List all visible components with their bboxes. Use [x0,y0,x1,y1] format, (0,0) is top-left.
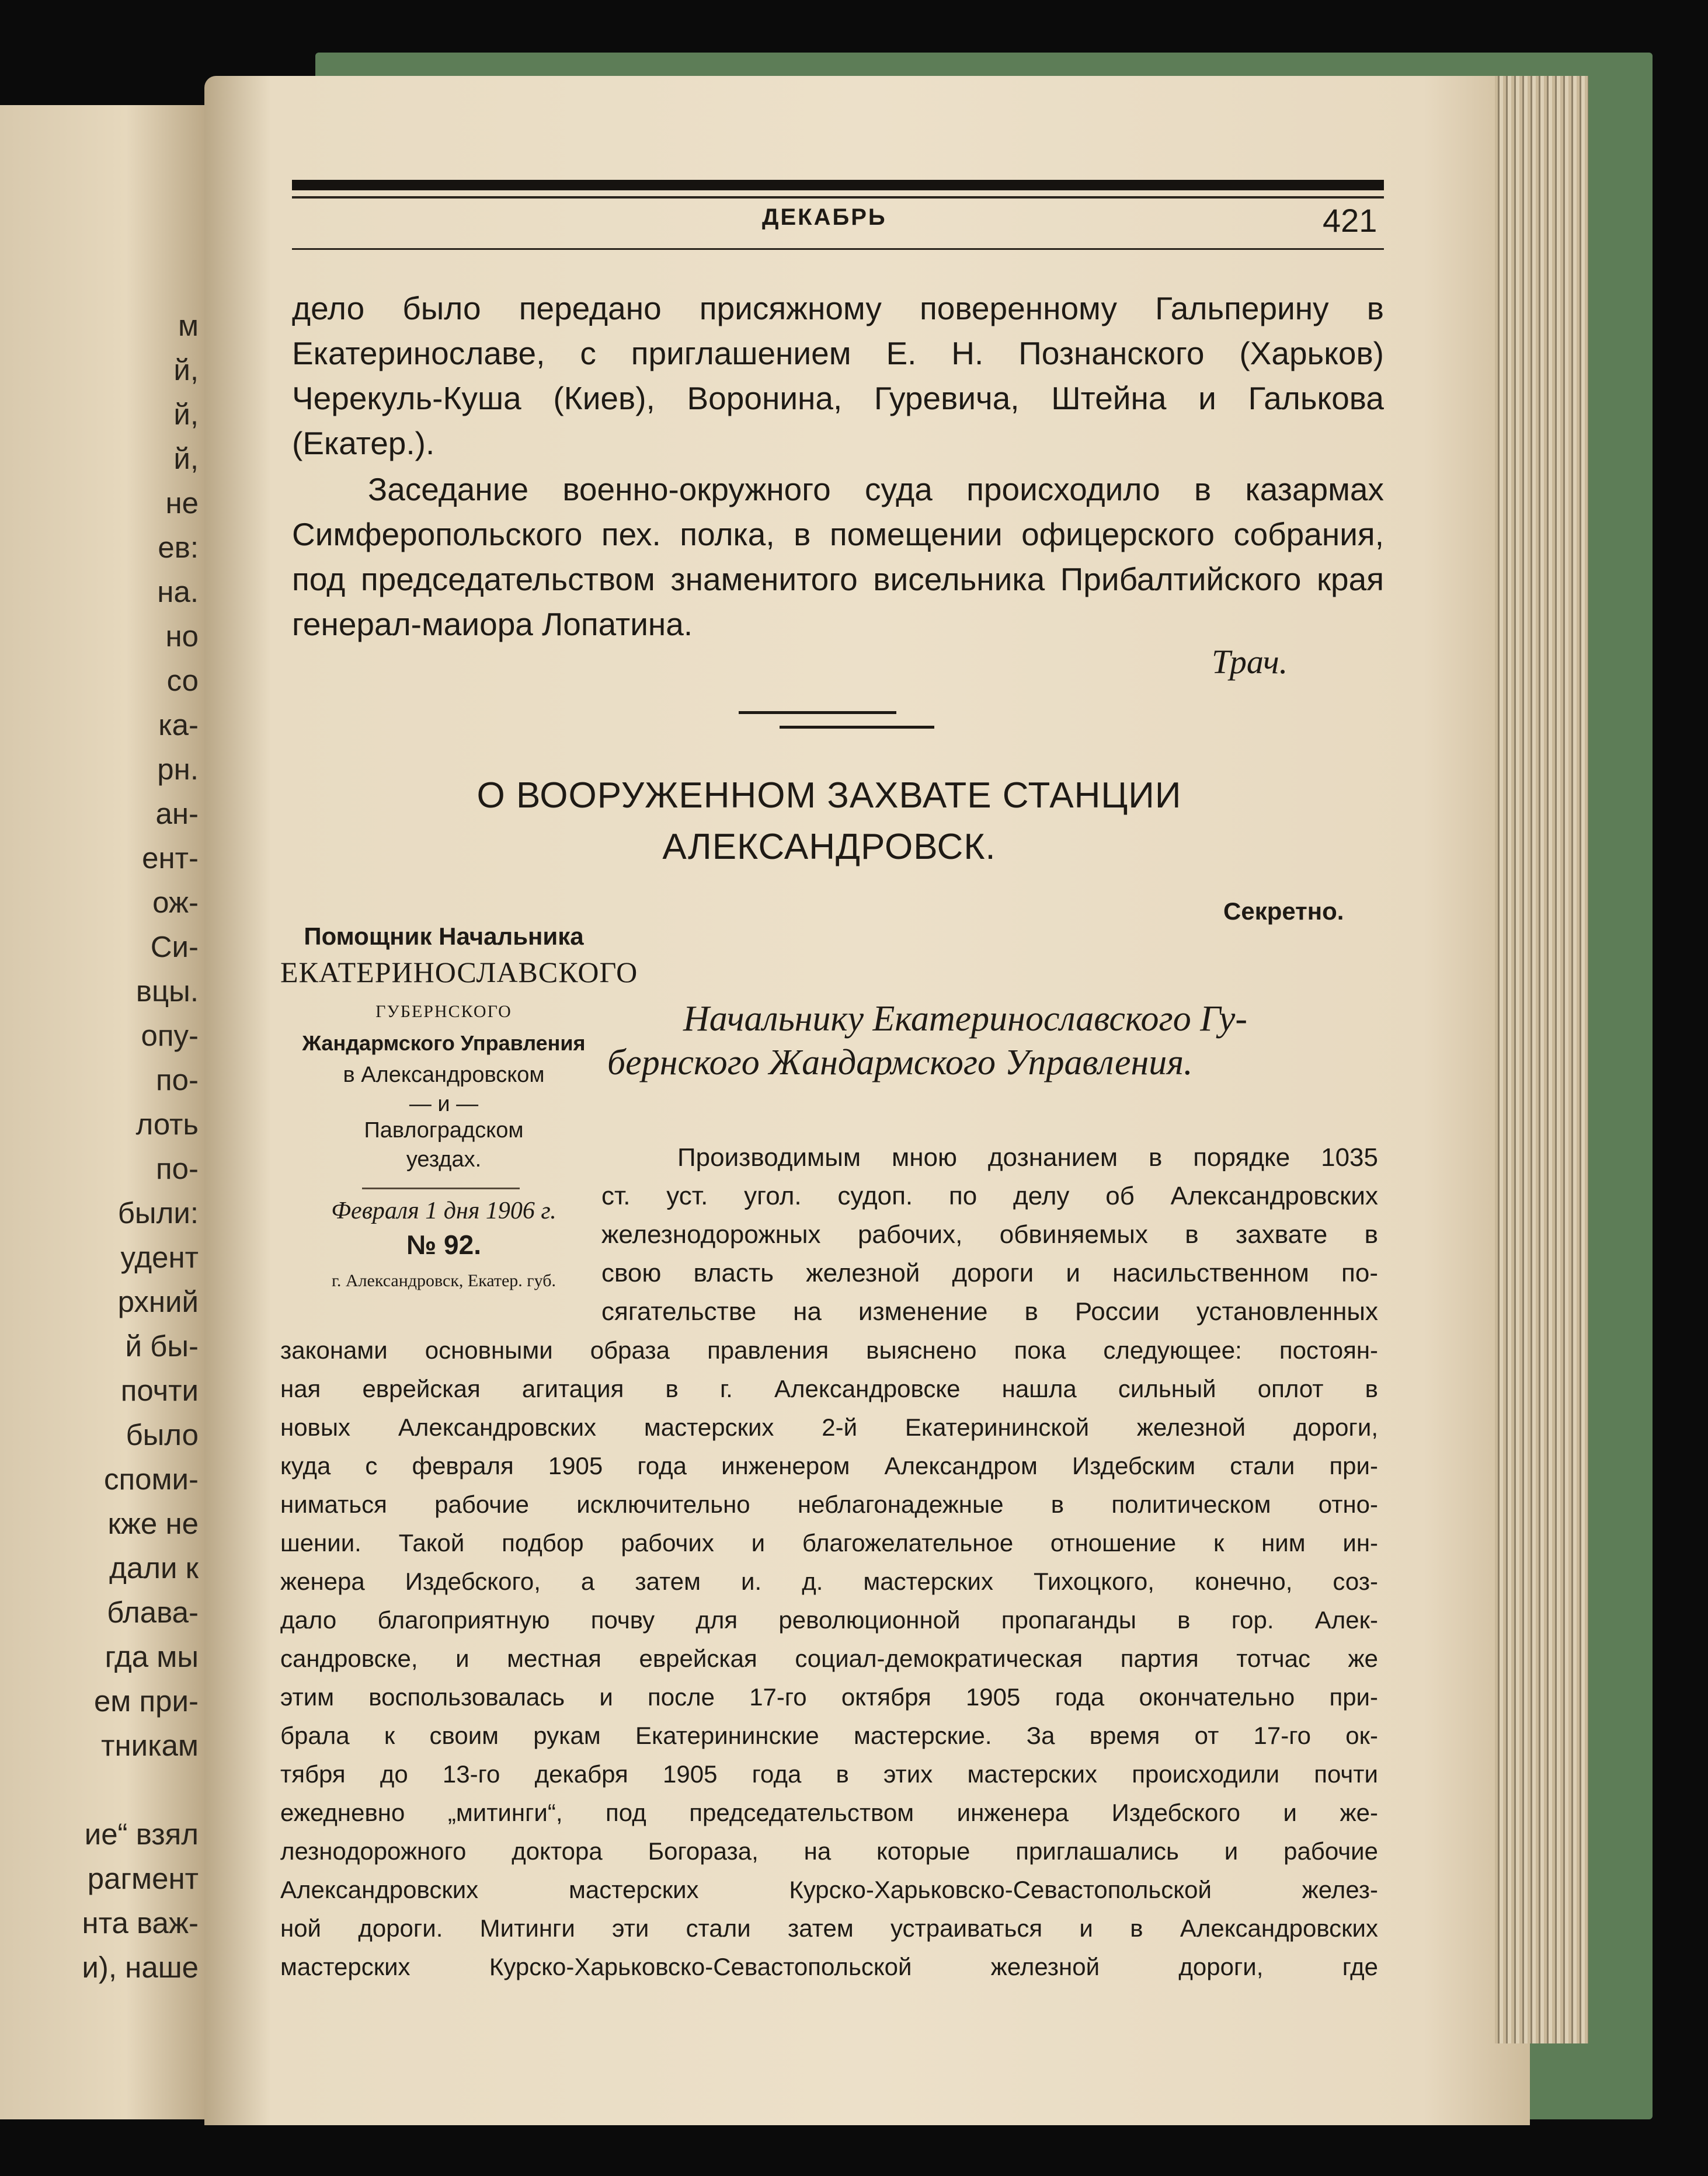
left-page-line: почти [120,1374,199,1407]
header-rule-thin [292,196,1384,199]
header-rule-thick [292,180,1384,190]
body-line: Производимым мною дознанием в порядке 1035 [677,1143,1378,1172]
left-page-line: рагмент [87,1862,199,1895]
sender-line-6: — и — [409,1092,479,1116]
body-line: железнодорожных рабочих, обвиняемых в захвате в [601,1220,1378,1249]
left-page-line: удент [120,1241,199,1274]
body-line: ежедневно „митинги“, под председательством инженера Издебского и же- [280,1799,1378,1826]
left-page-line: на. [157,575,199,608]
left-page-line: Си- [150,930,199,963]
header-rule-under [292,248,1384,250]
left-page-line: кже не [107,1507,199,1540]
left-page-line: тникам [101,1729,199,1762]
left-page-line: ож- [152,886,199,919]
left-page-line: опу- [141,1019,199,1052]
left-page-line: было [126,1418,199,1451]
left-page-line: ка- [158,708,199,741]
sender-line-2: ЕКАТЕРИНОСЛАВСКОГО [280,956,638,988]
secret-mark: Секретно. [1223,897,1344,925]
left-page-line: гда мы [105,1640,199,1673]
body-line: сягательстве на изменение в России установленных [601,1297,1378,1326]
body-line: ная еврейская агитация в г. Александровске нашла сильный оплот в [280,1375,1378,1402]
sender-line-7: Павлоградском [364,1118,524,1143]
body-line: ниматься рабочие исключительно неблагонадежные в политическом отно- [280,1491,1378,1518]
left-page-line: дали к [109,1551,199,1585]
left-page-line: нта важ- [82,1906,199,1940]
left-page-line: со [166,664,199,697]
body-line: дало благоприятную почву для революционной пропаганды в гор. Алек- [280,1606,1378,1634]
left-page-line: рхний [117,1285,199,1318]
left-page-line: блава- [107,1596,199,1629]
left-page-line: й, [173,398,199,431]
signature: Трач. [1212,643,1288,681]
body-line: шении. Такой подбор рабочих и благожелательное отношение к ним ин- [280,1529,1378,1557]
body-line: мастерских Курско-Харьковско-Севастопольской железной дороги, где [280,1953,1378,1980]
left-page-line: м [178,309,199,342]
body-line: женера Издебского, а затем и. д. мастерских Тихоцкого, конечно, соз- [280,1568,1378,1595]
left-page-line: ент- [142,841,199,875]
article-title-line2: АЛЕКСАНДРОВСК. [662,827,996,867]
left-page-line: и), наше [82,1951,199,1984]
left-page-line: ев: [158,531,199,564]
left-page-line: ан- [155,797,199,830]
left-page-line: споми- [103,1463,199,1496]
left-page-line: й бы- [125,1329,199,1363]
left-page-line: ем при- [93,1684,199,1718]
body-line: брала к своим рукам Екатерининские мастерские. За время от 17-го ок- [280,1722,1378,1749]
body-line: ст. уст. угол. судоп. по делу об Александровских [601,1182,1378,1210]
page-number: 421 [1323,202,1377,239]
prev-paragraph-1: дело было передано присяжному поверенному Гальперину в Екатеринославе, с приглашением Е. Н. Познанского (Харьков) Черекуль-Куша (Киев), Воронина, Гуревича, Штейна и Галькова (Екатер.). [292,290,1384,461]
body-line: сандровске, и местная еврейская социал-демократическая партия тотчас же [280,1645,1378,1672]
sender-rule [362,1188,520,1189]
page-edges [1495,76,1588,2043]
sender-number: № 92. [406,1230,481,1260]
running-title: ДЕКАБРЬ [762,204,887,230]
sender-line-1: Помощник Начальника [304,922,584,950]
section-separator [739,711,896,714]
left-page-line: й, [173,353,199,387]
left-page-line: вцы. [135,974,199,1008]
addressee-line-2: бернского Жандармского Управления. [607,1043,1193,1082]
body-line: лезнодорожного доктора Богораза, на которые приглашались и рабочие [280,1837,1378,1865]
body-line: законами основными образа правления выяснено пока следующее: постоян- [280,1336,1378,1364]
left-page-line: ие“ взял [84,1818,199,1851]
left-page-line: не [165,486,199,520]
body-line: новых Александровских мастерских 2-й Екатерининской железной дороги, [280,1413,1378,1441]
section-separator-2 [780,726,934,729]
left-page-line: были: [117,1196,199,1230]
sender-place: г. Александровск, Екатер. губ. [332,1271,556,1290]
sender-line-8: уездах. [406,1147,482,1172]
body-line: куда с февраля 1905 года инженером Александром Издебским стали при- [280,1452,1378,1479]
left-page-line: по- [156,1152,199,1185]
left-page-line: но [165,619,199,653]
addressee-line-1: Начальнику Екатеринославского Гу- [683,999,1247,1039]
sender-line-4: Жандармского Управления [302,1031,586,1055]
body-line: Александровских мастерских Курско-Харьковско-Севастопольской желез- [280,1876,1378,1903]
body-line: тября до 13-го декабря 1905 года в этих мастерских происходили почти [280,1760,1378,1788]
body-line: ной дороги. Митинги эти стали затем устраиваться и в Александровских [280,1914,1378,1942]
left-page [0,105,210,2119]
left-page-line: лоть [135,1108,199,1141]
left-page-line: й, [173,442,199,475]
sender-line-3: ГУБЕРНСКОГО [375,1002,512,1021]
body-line: свою власть железной дороги и насильственном по- [601,1259,1378,1287]
left-page-line: рн. [157,753,199,786]
body-line: этим воспользовалась и после 17-го октября 1905 года окончательно при- [280,1683,1378,1711]
prev-paragraph-2: Заседание военно-окружного суда происходило в казармах Симферопольского пех. полка, в помещении офицерского собрания, под председательством знаменитого висельника Прибалтийского края генерал-маиора Лопатина. [292,471,1384,642]
article-title: О ВООРУЖЕННОМ ЗАХВАТЕ СТАНЦИИ [476,775,1182,816]
left-page-line: по- [156,1063,199,1096]
sender-date: Февраля 1 дня 1906 г. [331,1197,556,1224]
sender-line-5: в Александровском [343,1063,545,1087]
